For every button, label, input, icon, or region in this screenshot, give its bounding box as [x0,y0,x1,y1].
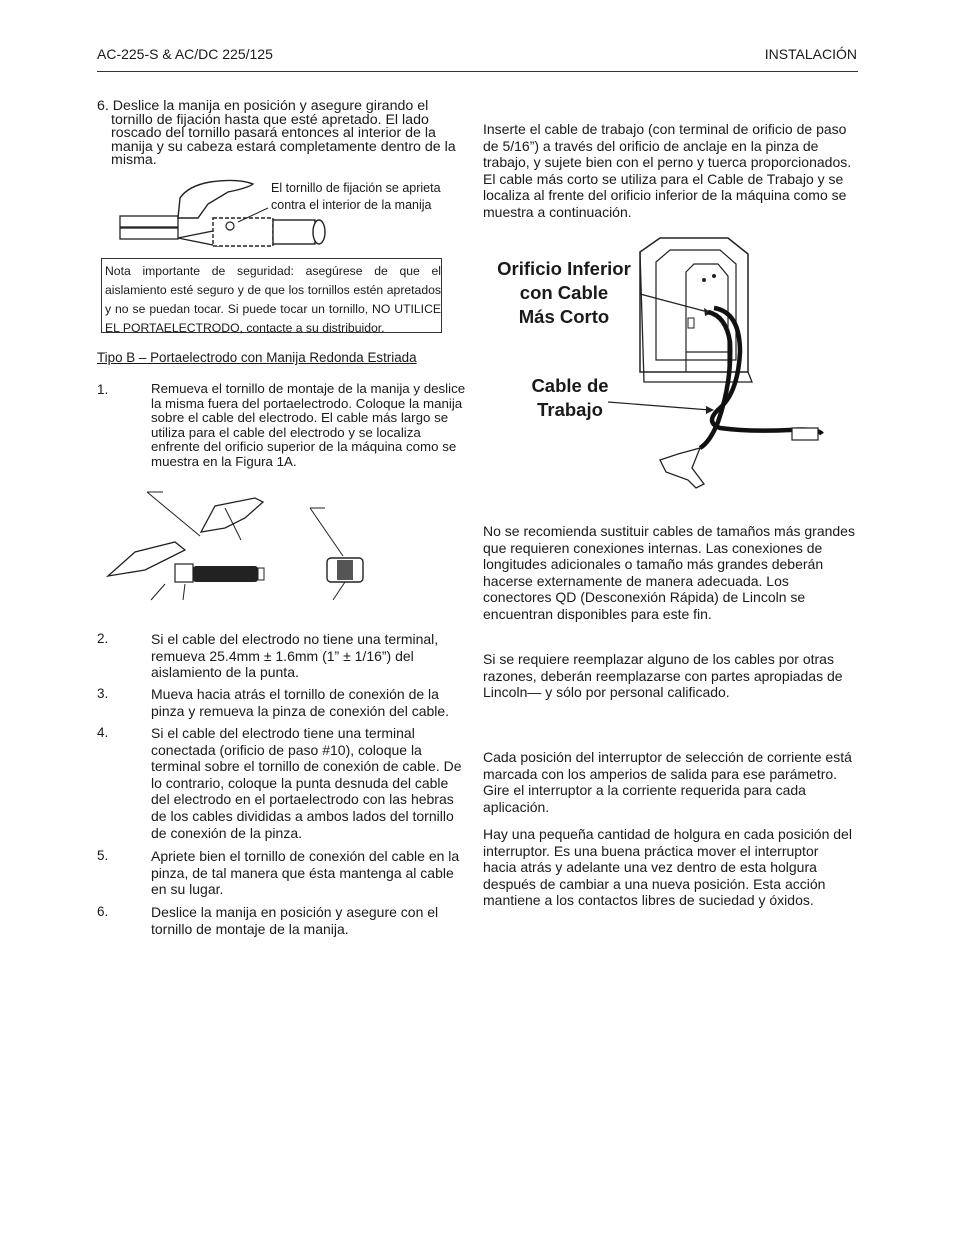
step-6-type-a: 6. Deslice la manija en posición y asegure girando el tornillo de fijación hasta que esté apretado. El lado roscado del tornillo pasará entonces al interior de la manija y su cabeza estará completamente dentro de la misma. [97,98,456,169]
step-1-number: 1. [97,382,109,397]
para-cable-sizes: No se recomienda sustituir cables de tamaños más grandes que requieren conexiones internas. Las conexiones de longitudes adicionales o tamaño más grandes deberán hacerse externamente de manera adecuada. Los conectores QD (Desconexión Rápida) de Lincoln se encuentran disponibles para este fin. [483,523,855,622]
step-2-text: Si el cable del electrodo no tiene una terminal, remueva 25.4mm ± 1.6mm (1” ± 1/16”) del aislamiento de la punta. [151,631,439,681]
label-lower-hole: Orificio Inferior con Cable Más Corto [497,258,631,327]
figure-a-caption: El tornillo de fijación se aprieta contra el interior de la manija [271,181,441,212]
safety-note: Nota importante de seguridad: asegúrese de que el aislamiento esté seguro y de que los tornillos estén apretados y no se puedan tocar. Si puede tocar un tornillo, NO UTILICE EL PORTAELECTRODO, contacte a su distribuidor. [101,258,442,333]
step-1-text: Remueva el tornillo de montaje de la manija y deslice la misma fuera del portaelectrodo. Coloque la manija sobre el cable del electrodo. El cable más largo se utiliza para el cable del electrodo y se localiza enfrente del orificio superior de la máquina como se muestra en la Figura 1A. [151,381,466,469]
label-work-cable: Cable de Trabajo [531,375,609,420]
step-4-text: Si el cable del electrodo tiene una terminal conectada (orificio de paso #10), coloque la terminal sobre el tornillo de conexión de cable. De lo contrario, coloque la punta desnuda del cable del electrodo en el portaelectrodo con las hebras de los cables divididas a ambos lados del tornillo de conexión de la pinza. [151,725,462,841]
step-4-number: 4. [97,725,109,740]
type-b-title: Tipo B – Portaelectrodo con Manija Redonda Estriada [97,350,417,365]
header-section: INSTALACIÓN [764,46,857,62]
welder-machine-illustration [600,232,830,492]
header-model: AC-225-S & AC/DC 225/125 [97,46,273,62]
step-2-number: 2. [97,631,109,646]
header-rule [97,71,858,72]
step-5-number: 5. [97,848,109,863]
step-6-number: 6. [97,904,109,919]
step-3-text: Mueva hacia atrás el tornillo de conexión de la pinza y remueva la pinza de conexión del cable. [151,686,450,719]
para-switch-slack: Hay una pequeña cantidad de holgura en cada posición del interruptor. Es una buena práctica mover el interruptor hacia atrás y adelante una vez dentro de esta holgura después de cambiar a una nueva posición. Esta acción mantiene a los contactos libres de suciedad y óxidos. [483,826,852,909]
work-cable-intro: Inserte el cable de trabajo (con terminal de orificio de paso de 5/16”) a través del orificio de anclaje en la pinza de trabajo, y sujete bien con el perno y tuerca proporcionados. El cable más corto se utiliza para el Cable de Trabajo y se localiza al frente del orificio inferior de la máquina como se muestra a continuación. [483,121,852,220]
step-5-text: Apriete bien el tornillo de conexión del cable en la pinza, de tal manera que ésta mantenga al cable en su lugar. [151,848,460,898]
step-6-text: Deslice la manija en posición y asegure con el tornillo de montaje de la manija. [151,904,439,937]
step-3-number: 3. [97,686,109,701]
electrode-holder-figure-b [105,488,385,603]
para-cable-replace: Si se requiere reemplazar alguno de los cables por otras razones, deberán reemplazarse con partes apropiadas de Lincoln— y sólo por personal calificado. [483,651,843,701]
para-current-switch: Cada posición del interruptor de selección de corriente está marcada con los amperios de salida para ese parámetro. Gire el interruptor a la corriente requerida para cada aplicación. [483,749,852,815]
